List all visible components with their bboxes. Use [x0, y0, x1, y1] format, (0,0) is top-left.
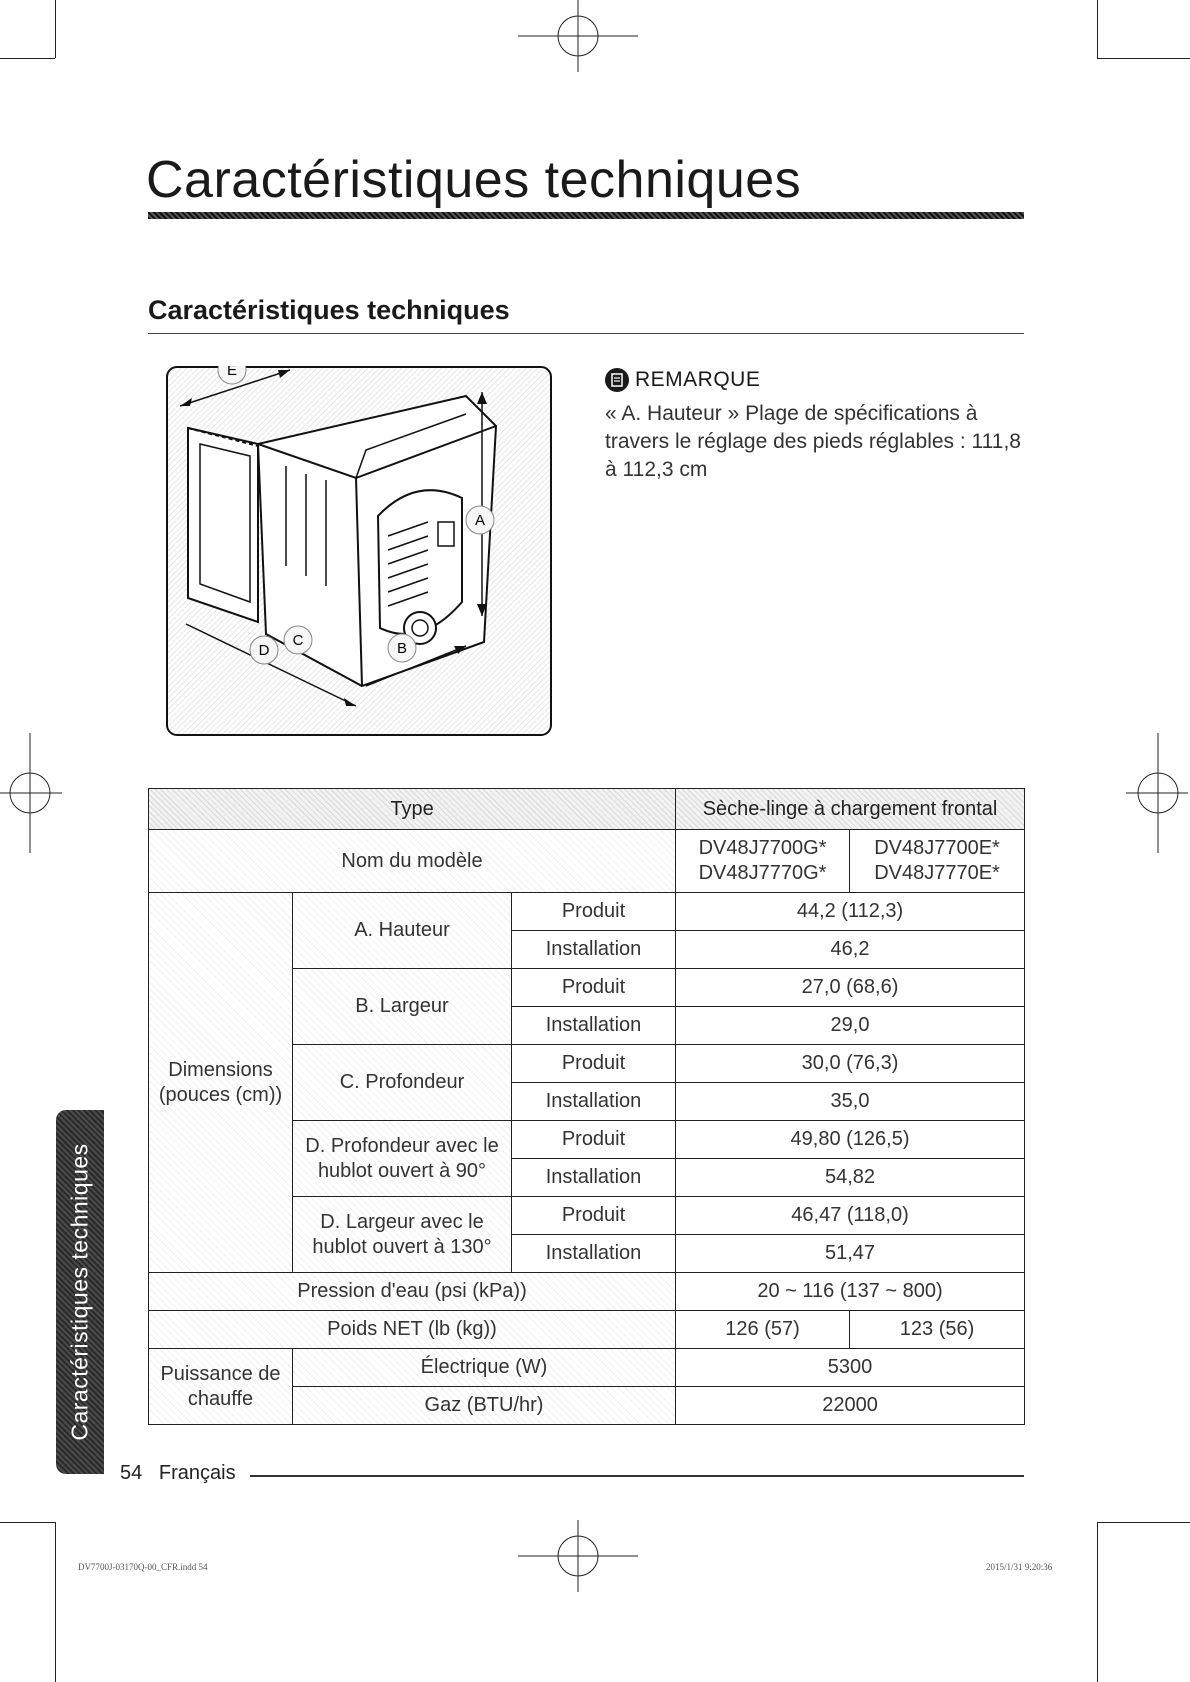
side-chapter-tab [56, 1110, 104, 1474]
row-type-label: Produit [512, 1121, 676, 1159]
header-category: Sèche-linge à chargement frontal [676, 789, 1025, 830]
dimension-value: 46,47 (118,0) [676, 1197, 1025, 1235]
title-rule [148, 212, 1024, 219]
table-row [149, 1311, 1025, 1349]
dimension-name: B. Largeur [293, 969, 512, 1045]
registration-mark [518, 1520, 638, 1592]
footer-rule [250, 1475, 1024, 1477]
row-type-label: Installation [512, 1235, 676, 1273]
crop-mark [1097, 58, 1190, 59]
row-type-label: Installation [512, 1159, 676, 1197]
crop-mark [55, 1522, 56, 1682]
section-title: Caractéristiques techniques [148, 295, 510, 325]
table-row [149, 1349, 1025, 1387]
table-row [149, 830, 1025, 893]
dim-label-d: D [258, 642, 270, 659]
dimension-value: 30,0 (76,3) [676, 1045, 1025, 1083]
dimension-value: 46,2 [676, 931, 1025, 969]
dimension-name: A. Hauteur [293, 893, 512, 969]
weight-value: 126 (57) [676, 1311, 850, 1349]
dimension-value: 44,2 (112,3) [676, 893, 1025, 931]
dimension-value: 27,0 (68,6) [676, 969, 1025, 1007]
page-title: Caractéristiques techniques [146, 151, 802, 209]
heating-gas-label: Gaz (BTU/hr) [293, 1387, 676, 1425]
dryer-dimension-diagram [166, 366, 552, 736]
footer-language: Français [158, 1462, 236, 1484]
crop-mark [0, 58, 55, 59]
dimension-name: D. Largeur avec le hublot ouvert à 130° [293, 1197, 512, 1273]
page-number: 54 [120, 1462, 143, 1484]
crop-mark [1097, 1522, 1098, 1682]
registration-mark [1126, 733, 1188, 853]
row-type-label: Installation [512, 1007, 676, 1045]
row-type-label: Produit [512, 969, 676, 1007]
table-row [149, 1273, 1025, 1311]
crop-mark [55, 0, 56, 58]
model-value: DV48J7700E* DV48J7770E* [850, 830, 1025, 893]
crop-mark [1097, 1522, 1190, 1523]
crop-mark [1097, 0, 1098, 58]
heating-electric-value: 5300 [676, 1349, 1025, 1387]
row-type-label: Installation [512, 931, 676, 969]
pressure-label: Pression d'eau (psi (kPa)) [149, 1273, 676, 1311]
print-file-info: DV7700J-03170Q-00_CFR.indd 54 [78, 1562, 208, 1572]
print-date-info: 2015/1/31 9:20:36 [986, 1562, 1053, 1572]
dimension-value: 35,0 [676, 1083, 1025, 1121]
note-box [605, 368, 1025, 484]
heating-gas-value: 22000 [676, 1387, 1025, 1425]
crop-mark [0, 1522, 55, 1523]
side-tab-label: Caractéristiques techniques [66, 1143, 93, 1441]
registration-mark [518, 0, 638, 72]
section-rule [148, 333, 1024, 334]
dimension-name: D. Profondeur avec le hublot ouvert à 90° [293, 1121, 512, 1197]
row-type-label: Installation [512, 1083, 676, 1121]
table-header-row [149, 789, 1025, 830]
registration-mark [0, 733, 62, 853]
dim-label-a: A [474, 512, 486, 529]
dimension-value: 49,80 (126,5) [676, 1121, 1025, 1159]
dimension-value: 51,47 [676, 1235, 1025, 1273]
weight-label: Poids NET (lb (kg)) [149, 1311, 676, 1349]
dim-label-b: B [396, 640, 408, 657]
weight-value: 123 (56) [850, 1311, 1025, 1349]
pressure-value: 20 ~ 116 (137 ~ 800) [676, 1273, 1025, 1311]
note-text: « A. Hauteur » Plage de spécifications à travers le réglage des pieds réglables : 111,8 à 112,3 cm [605, 402, 1021, 481]
table-row [149, 893, 1025, 931]
page-footer [120, 1462, 236, 1485]
header-type: Type [149, 789, 676, 830]
model-label: Nom du modèle [149, 830, 676, 893]
row-type-label: Produit [512, 1197, 676, 1235]
dimension-name: C. Profondeur [293, 1045, 512, 1121]
dim-label-e: E [226, 366, 238, 379]
dimension-value: 29,0 [676, 1007, 1025, 1045]
row-type-label: Produit [512, 893, 676, 931]
dimensions-group-label: Dimensions (pouces (cm)) [149, 893, 293, 1273]
note-heading: REMARQUE [635, 368, 761, 391]
model-value: DV48J7700G* DV48J7770G* [676, 830, 850, 893]
row-type-label: Produit [512, 1045, 676, 1083]
spec-table [148, 788, 1025, 1425]
note-icon [605, 368, 629, 392]
dim-label-c: C [292, 632, 304, 649]
heating-electric-label: Électrique (W) [293, 1349, 676, 1387]
heating-group-label: Puissance de chauffe [149, 1349, 293, 1425]
dimension-value: 54,82 [676, 1159, 1025, 1197]
